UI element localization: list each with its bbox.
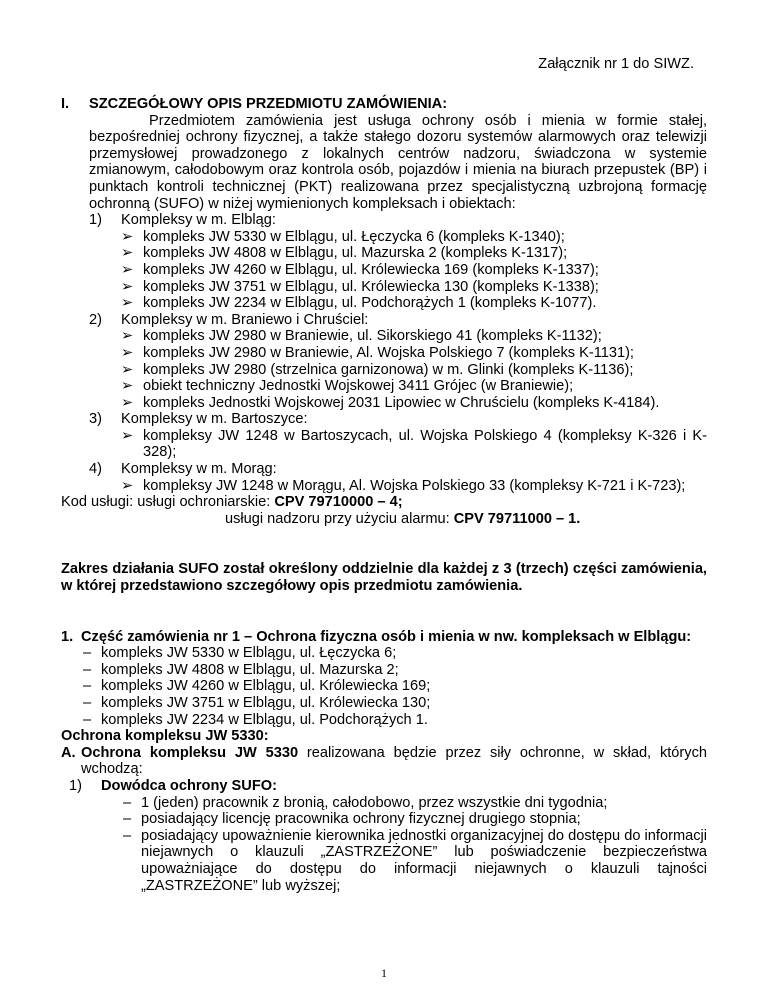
complex-list-item [61,229,707,246]
complex-list-item-text: kompleks JW 3751 w Elblągu, ul. Królewiecka 130 (kompleks K-1338); [143,278,599,295]
point-a-bold: Ochrona kompleksu JW 5330 [81,744,299,761]
part-1-list-item [61,678,707,695]
group-number: 2) [89,311,102,328]
commander-requirement-text: 1 (jeden) pracownik z bronią, całodobowo, przez wszystkie dni tygodnia; [141,794,608,811]
commander-requirement-item [61,811,707,828]
complex-list-item [61,478,707,495]
part-1-list-item [61,662,707,679]
group-title-text: Kompleksy w m. Morąg: [121,461,277,478]
group-title [61,411,707,428]
complex-list-item [61,245,707,262]
group-title [61,212,707,229]
complex-list-item-text: kompleks JW 2980 w Braniewie, ul. Sikorskiego 41 (kompleks K-1132); [143,328,602,345]
dash-bullet-icon: – [83,711,92,728]
intro-paragraph: Przedmiotem zamówienia jest usługa ochrony osób i mienia w formie stałej, bezpośredniej ochrony fizycznej, a także stałego dozoru systemów alarmowych oraz telewizji przemysłowej prowadzonego z lokalnych centrów nadzoru, świadczona w systemie zmianowym, całodobowym oraz kontrola osób, pojazdów i mienia na biurach przepustek (BP) i punktach kontroli technicznej (PKT) realizowana przez specjalistyczną uzbrojoną formację ochronną (SUFO) w niżej wymienionych kompleksach i obiektach: [89,112,707,212]
complex-list-item [61,328,707,345]
arrow-bullet-icon: ➢ [121,394,134,411]
part-1-list-item [61,645,707,662]
arrow-bullet-icon: ➢ [121,427,134,444]
commander-requirement-text: posiadający upoważnienie kierownika jednostki organizacyjnej do dostępu do informacji niejawnych o klauzuli „ZASTRZEŻONE” lub poświadczenie bezpieczeństwa upoważniające do dostępu do informacji niejawnych o klauzuli tajności „ZASTRZEŻONE” lub wyższej; [141,827,707,894]
complex-list-item-text: kompleks JW 2234 w Elblągu, ul. Podchorążych 1 (kompleks K-1077). [143,295,597,312]
complex-list-item [61,262,707,279]
service-code-label: Kod usługi: usługi ochroniarskie: [61,494,275,511]
commander-number: 1) [69,777,82,794]
arrow-bullet-icon: ➢ [121,245,134,262]
complex-list-item-text: kompleks JW 5330 w Elblągu, ul. Łęczycka 6 (kompleks K-1340); [143,228,565,245]
document-content [61,96,707,894]
complex-list-item-text: kompleksy JW 1248 w Bartoszycach, ul. Wojska Polskiego 4 (kompleksy K-326 i K-328); [143,427,707,461]
commander-title-text: Dowódca ochrony SUFO: [101,777,277,794]
complex-list-item [61,362,707,379]
dash-bullet-icon: – [83,645,92,662]
arrow-bullet-icon: ➢ [121,295,134,312]
complex-list-item-text: kompleks JW 4808 w Elblągu, ul. Mazurska 2 (kompleks K-1317); [143,245,568,262]
part-1-list-item [61,712,707,729]
group-title-text: Kompleksy w m. Bartoszyce: [121,411,308,428]
complex-list-item-text: kompleks JW 2980 (strzelnica garnizonowa) w m. Glinki (kompleks K-1136); [143,361,634,378]
complex-list-item-text: kompleks JW 2980 w Braniewie, Al. Wojska Polskiego 7 (kompleks K-1131); [143,344,634,361]
group-number: 1) [89,212,102,229]
arrow-bullet-icon: ➢ [121,261,134,278]
section-number: I. [61,96,70,112]
service-code-2: CPV 79711000 – 1. [453,510,581,527]
commander-title [61,778,707,795]
part-1-list [61,645,707,728]
dash-bullet-icon: – [123,794,132,811]
complex-list-item [61,395,707,412]
complex-list-item [61,428,707,461]
section-title [61,96,707,113]
arrow-bullet-icon: ➢ [121,228,134,245]
part-1-title [61,629,707,646]
scope-paragraph: Zakres działania SUFO został określony oddzielnie dla każdej z 3 (trzech) części zamówienia, w której przedstawiono szczegółowy opis przedmiotu zamówienia. [61,561,707,595]
commander-requirement-text: posiadający licencję pracownika ochrony fizycznej drugiego stopnia; [141,811,581,828]
arrow-bullet-icon: ➢ [121,328,134,345]
complex-list-item [61,345,707,362]
dash-bullet-icon: – [83,678,92,695]
section-title-text: SZCZEGÓŁOWY OPIS PRZEDMIOTU ZAMÓWIENIA: [89,96,448,112]
part-1-list-item-text: kompleks JW 5330 w Elblągu, ul. Łęczycka 6; [101,645,397,662]
part-1-list-item-text: kompleks JW 3751 w Elblągu, ul. Królewiecka 130; [101,695,431,711]
complex-list-item [61,378,707,395]
service-code-1: CPV 79710000 – 4; [274,494,403,511]
arrow-bullet-icon: ➢ [121,344,134,361]
group-title [61,312,707,329]
complex-list-item [61,279,707,296]
part-1-number: 1. [61,628,74,645]
point-a-text: realizowana będzie przez siły ochronne, w skład, których wchodzą: [81,744,707,778]
commander-requirement-item [61,795,707,812]
group-number: 4) [89,461,102,478]
complex-list-item-text: kompleks Jednostki Wojskowej 2031 Lipowiec w Chruścielu (kompleks K-4184). [143,394,660,411]
page-number: 1 [381,966,387,980]
commander-requirements [61,795,707,895]
group-title [61,461,707,478]
dash-bullet-icon: – [123,811,132,828]
service-code-label-2: usługi nadzoru przy użyciu alarmu: [225,510,454,527]
part-1-list-item-text: kompleks JW 4260 w Elblągu, ul. Królewiecka 169; [101,678,431,695]
complex-list-item [61,295,707,312]
group-title-text: Kompleksy w m. Braniewo i Chruściel: [121,311,369,328]
arrow-bullet-icon: ➢ [121,278,134,295]
complex-list-item-text: obiekt techniczny Jednostki Wojskowej 3411 Grójec (w Braniewie); [143,378,574,395]
point-a-letter: A. [61,744,76,761]
complex-list-item-text: kompleksy JW 1248 w Morągu, Al. Wojska Polskiego 33 (kompleksy K-721 i K-723); [143,477,686,494]
protection-title: Ochrona kompleksu JW 5330: [61,728,269,745]
arrow-bullet-icon: ➢ [121,361,134,378]
commander-requirement-item [61,828,707,894]
part-1-title-text: Część zamówienia nr 1 – Ochrona fizyczna osób i mienia w nw. kompleksach w Elblągu: [81,628,692,645]
service-code-line [61,494,707,511]
group-number: 3) [89,411,102,428]
part-1-list-item [61,695,707,712]
dash-bullet-icon: – [83,695,92,711]
arrow-bullet-icon: ➢ [121,477,134,494]
part-1-list-item-text: kompleks JW 4808 w Elblągu, ul. Mazurska 2; [101,661,399,678]
dash-bullet-icon: – [123,827,132,844]
dash-bullet-icon: – [83,661,92,678]
complex-groups [61,212,707,494]
attachment-header: Załącznik nr 1 do SIWZ. [538,56,694,72]
arrow-bullet-icon: ➢ [121,378,134,395]
complex-list-item-text: kompleks JW 4260 w Elblągu, ul. Królewiecka 169 (kompleks K-1337); [143,261,599,278]
part-1-list-item-text: kompleks JW 2234 w Elblągu, ul. Podchorążych 1. [101,711,428,728]
service-code-line-2 [61,511,707,528]
group-title-text: Kompleksy w m. Elbląg: [121,212,276,229]
point-a [61,745,707,778]
